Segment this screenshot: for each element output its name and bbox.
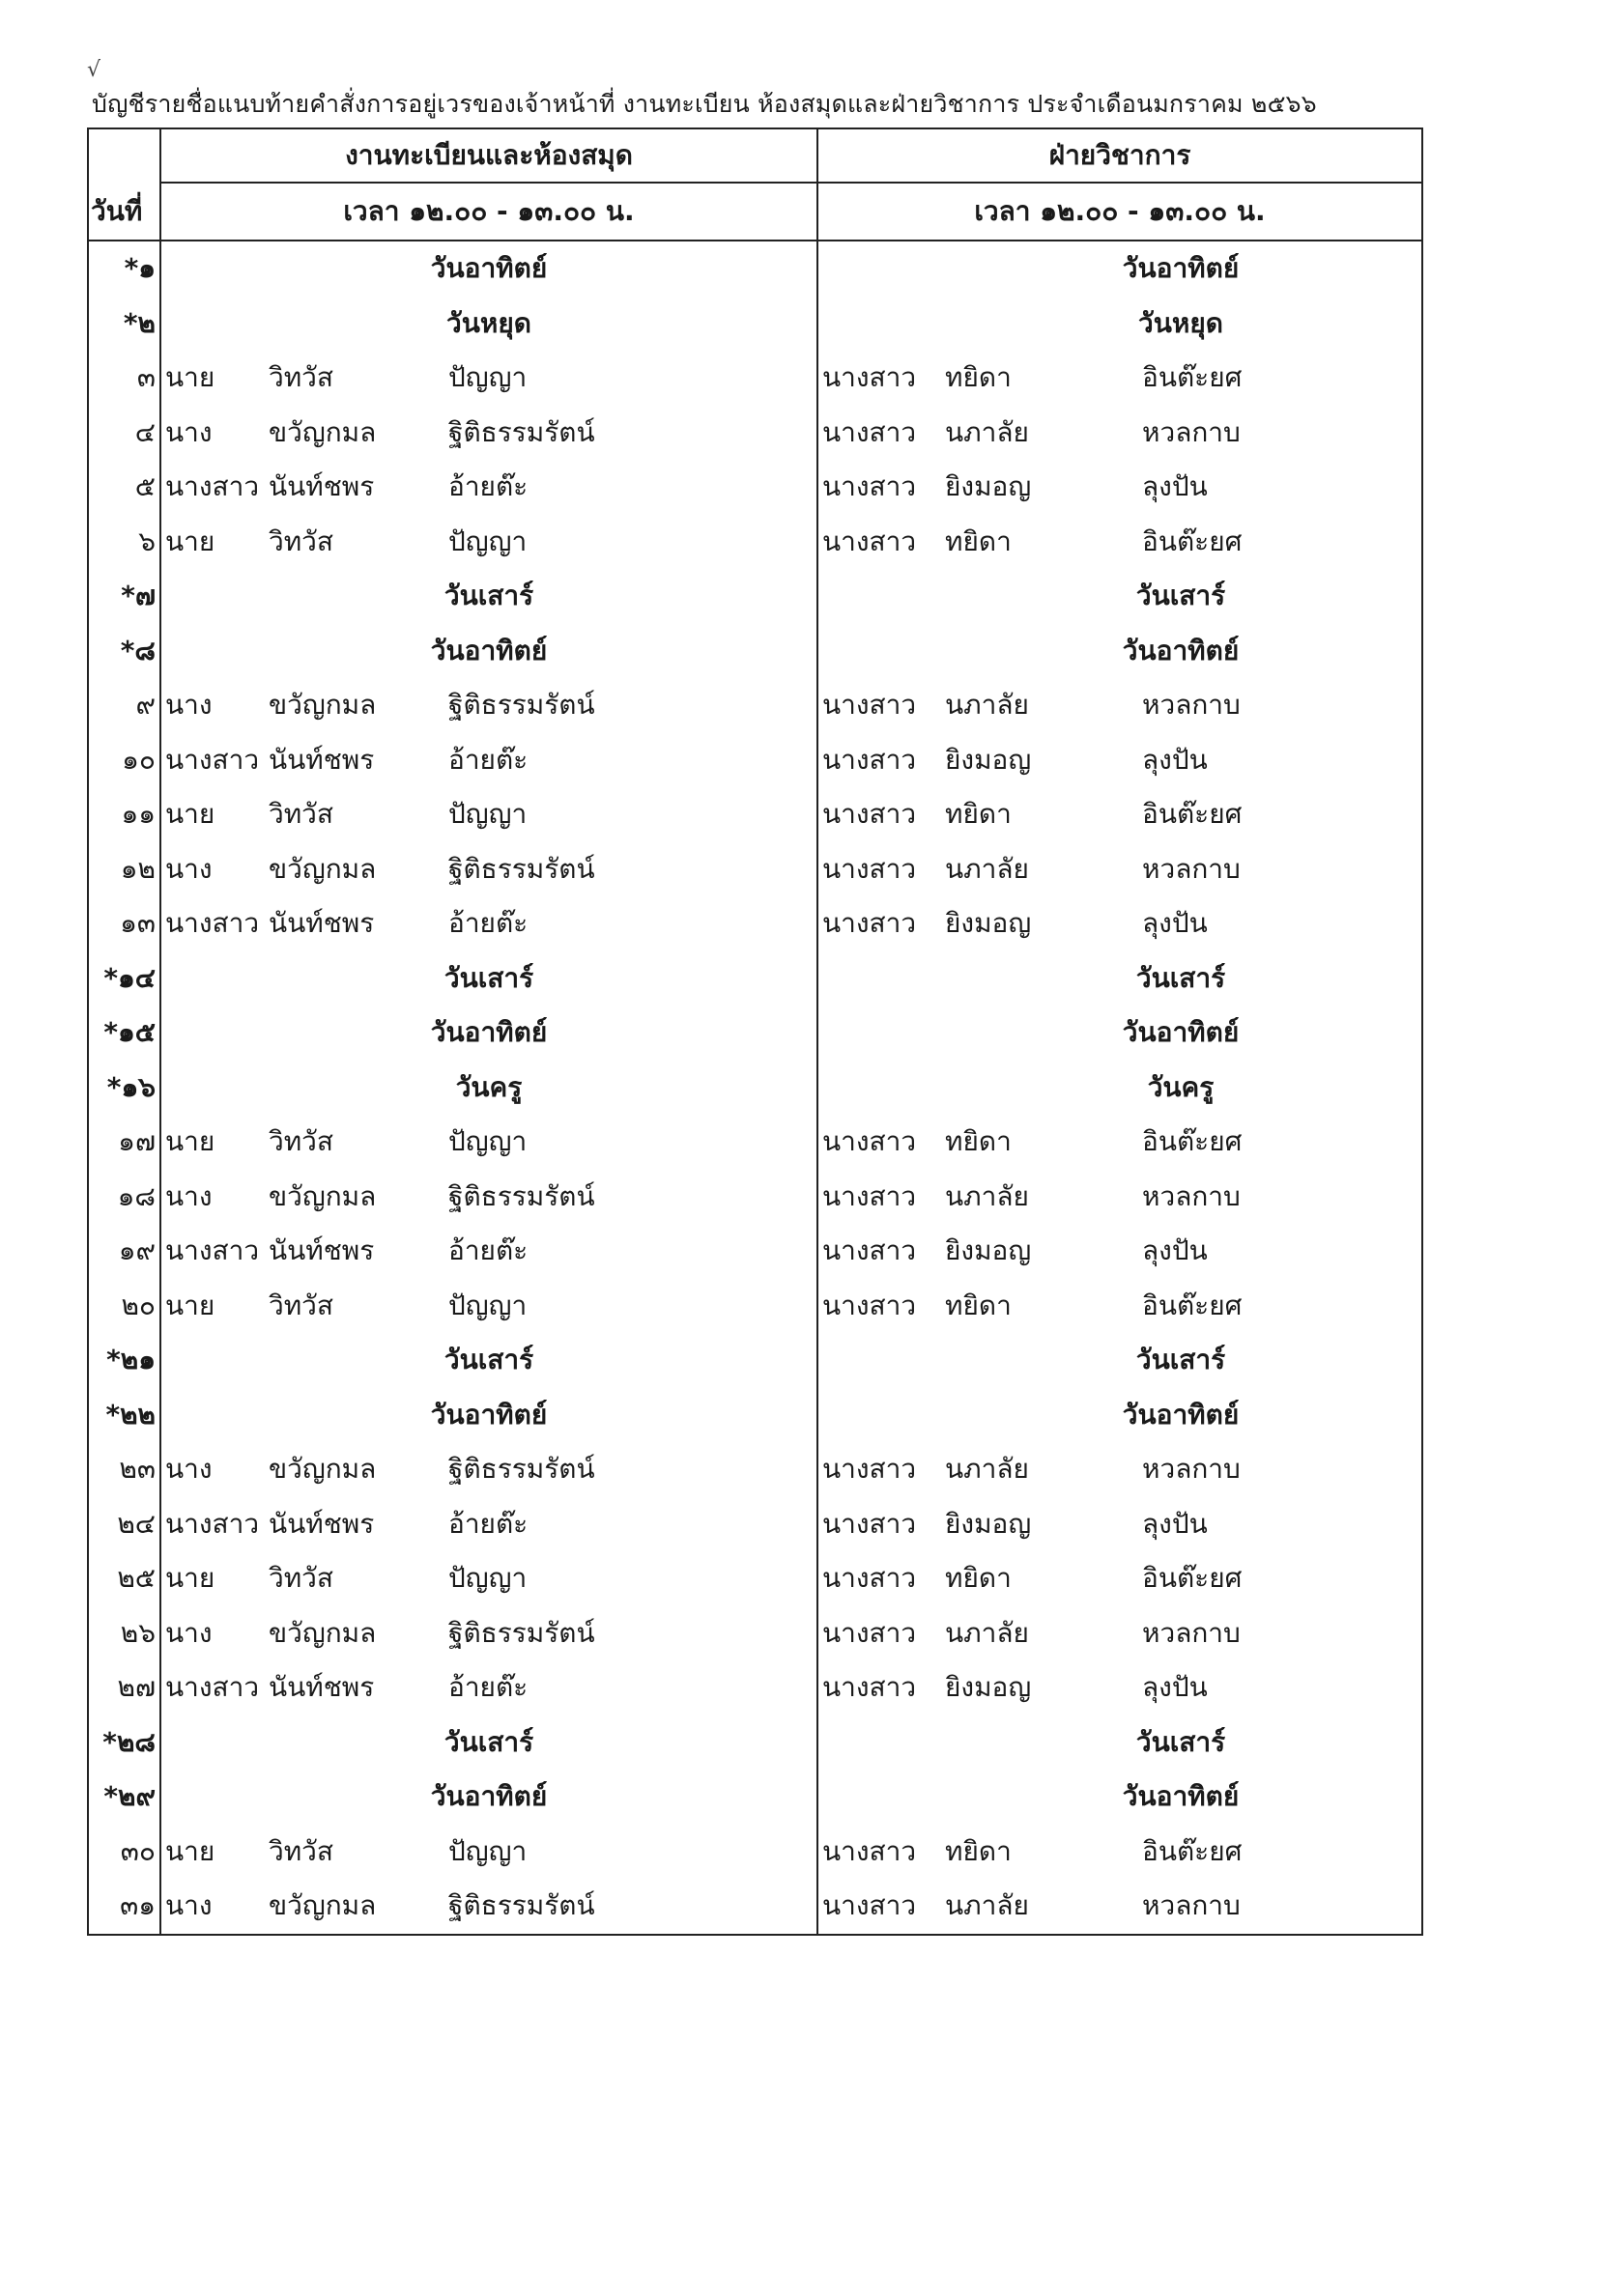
right-first-name: นภาลัย: [945, 852, 1029, 885]
table-row: [88, 1279, 1422, 1334]
left-last-name: อ้ายต๊ะ: [441, 1224, 817, 1279]
page-title: บัญชีรายชื่อแนบท้ายคำสั่งการอยู่เวรของเจ้าหน้าที่ งานทะเบียน ห้องสมุดและฝ่ายวิชาการ ประจำเดือนมกราคม ๒๕๖๖: [92, 90, 1317, 118]
right-first-name: นภาลัย: [945, 689, 1029, 722]
left-title: นาย: [165, 1289, 215, 1321]
left-last-name: อ้ายต๊ะ: [441, 1660, 817, 1715]
table-row: [88, 624, 1422, 679]
right-time-header: เวลา ๑๒.๐๐ - ๑๓.๐๐ น.: [817, 183, 1422, 241]
left-first-name: ขวัญกมล: [269, 1179, 377, 1212]
day-number: ๑๒: [88, 842, 160, 897]
right-first-name: ทยิดา: [945, 1834, 1012, 1867]
day-number: ๓: [88, 351, 160, 406]
left-title: นาย: [165, 361, 215, 394]
left-holiday-label: วันเสาร์: [160, 569, 817, 624]
table-row: [88, 1170, 1422, 1225]
right-first-name: ยิงมอญ: [945, 470, 1032, 503]
right-last-name: หวลกาบ: [1103, 678, 1422, 733]
table-row: [88, 1006, 1422, 1061]
right-last-name: อินต๊ะยศ: [1103, 1825, 1422, 1880]
left-title: นาง: [165, 852, 213, 885]
right-last-name: อินต๊ะยศ: [1103, 1115, 1422, 1170]
day-number: ๒๕: [88, 1551, 160, 1606]
day-number: ๖: [88, 515, 160, 570]
right-title: นางสาว: [822, 1616, 917, 1649]
day-number: *๒๑: [88, 1333, 160, 1388]
table-row: [88, 1333, 1422, 1388]
left-title: นาย: [165, 1125, 215, 1158]
left-title: นาง: [165, 1616, 213, 1649]
right-holiday-label: วันอาทิตย์: [817, 1006, 1422, 1061]
right-last-name: หวลกาบ: [1103, 406, 1422, 461]
right-section-header: ฝ่ายวิชาการ: [817, 128, 1422, 183]
right-first-name: ทยิดา: [945, 798, 1012, 831]
left-holiday-label: วันเสาร์: [160, 1333, 817, 1388]
right-holiday-label: วันหยุด: [817, 297, 1422, 352]
left-title: นาง: [165, 1453, 213, 1486]
duty-roster-table: [87, 128, 1423, 1936]
right-title: นางสาว: [822, 907, 917, 940]
left-last-name: ปัญญา: [441, 1115, 817, 1170]
right-first-name: ทยิดา: [945, 1125, 1012, 1158]
left-section-header: งานทะเบียนและห้องสมุด: [160, 128, 817, 183]
time-header-row: [88, 183, 1422, 241]
left-title: นางสาว: [165, 743, 260, 776]
left-first-name: ขวัญกมล: [269, 852, 377, 885]
left-last-name: ฐิติธรรมรัตน์: [441, 1606, 817, 1661]
left-holiday-label: วันเสาร์: [160, 1715, 817, 1771]
left-last-name: ปัญญา: [441, 515, 817, 570]
left-last-name: ฐิติธรรมรัตน์: [441, 1442, 817, 1497]
day-col-header-top: [88, 128, 160, 183]
day-number: *๒๙: [88, 1770, 160, 1825]
left-last-name: ฐิติธรรมรัตน์: [441, 842, 817, 897]
day-number: ๑๓: [88, 896, 160, 951]
right-first-name: นภาลัย: [941, 1879, 1103, 1935]
left-first-name: ขวัญกมล: [269, 1453, 377, 1486]
table-row: [88, 1224, 1422, 1279]
day-number: ๒๐: [88, 1279, 160, 1334]
table-row: [88, 515, 1422, 570]
table-row: [88, 1497, 1422, 1552]
table-row: [88, 951, 1422, 1006]
table-row: [88, 733, 1422, 788]
right-holiday-label: วันเสาร์: [817, 951, 1422, 1006]
left-holiday-label: วันอาทิตย์: [160, 241, 817, 297]
right-first-name: ยิงมอญ: [945, 907, 1032, 940]
day-number: ๓๑: [88, 1879, 160, 1935]
right-title: นางสาว: [822, 1453, 917, 1486]
left-holiday-label: วันเสาร์: [160, 951, 817, 1006]
left-first-name: นันท์ชพร: [269, 470, 375, 503]
left-first-name: วิทวัส: [269, 1125, 333, 1158]
scan-mark: √: [87, 58, 101, 82]
left-last-name: ปัญญา: [441, 787, 817, 842]
right-first-name: ยิงมอญ: [945, 743, 1032, 776]
day-number: ๒๔: [88, 1497, 160, 1552]
table-row: [88, 1715, 1422, 1771]
right-last-name: หวลกาบ: [1103, 1442, 1422, 1497]
right-title: นางสาว: [822, 1234, 917, 1267]
day-number: *๒๘: [88, 1715, 160, 1771]
table-row: [88, 1061, 1422, 1116]
day-number: *๑๔: [88, 951, 160, 1006]
right-last-name: หวลกาบ: [1103, 1879, 1422, 1935]
right-first-name: นภาลัย: [945, 1453, 1029, 1486]
right-last-name: หวลกาบ: [1103, 1606, 1422, 1661]
right-holiday-label: วันเสาร์: [817, 1333, 1422, 1388]
day-number: *๑: [88, 241, 160, 297]
right-title: นางสาว: [822, 1834, 917, 1867]
left-holiday-label: วันอาทิตย์: [160, 1006, 817, 1061]
right-last-name: ลุงปัน: [1103, 1497, 1422, 1552]
right-title: นางสาว: [822, 798, 917, 831]
right-last-name: อินต๊ะยศ: [1103, 515, 1422, 570]
right-last-name: อินต๊ะยศ: [1103, 1279, 1422, 1334]
left-holiday-label: วันอาทิตย์: [160, 1770, 817, 1825]
day-number: ๓๐: [88, 1825, 160, 1880]
right-first-name: ทยิดา: [945, 1562, 1012, 1595]
right-last-name: อินต๊ะยศ: [1103, 351, 1422, 406]
left-title: นาง: [165, 689, 213, 722]
right-title: นางสาว: [822, 852, 917, 885]
right-first-name: ทยิดา: [945, 524, 1012, 557]
right-title: นางสาว: [822, 1671, 917, 1704]
right-title: นางสาว: [822, 1507, 917, 1540]
left-title: นาย: [165, 1562, 215, 1595]
left-last-name: อ้ายต๊ะ: [441, 896, 817, 951]
right-title: นางสาว: [822, 1562, 917, 1595]
table-row: [88, 1115, 1422, 1170]
day-number: ๒๗: [88, 1660, 160, 1715]
table-row: [88, 896, 1422, 951]
day-number: *๗: [88, 569, 160, 624]
right-title: นางสาว: [822, 524, 917, 557]
right-last-name: อินต๊ะยศ: [1103, 1551, 1422, 1606]
left-last-name: อ้ายต๊ะ: [441, 733, 817, 788]
day-number: ๒๓: [88, 1442, 160, 1497]
right-last-name: ลุงปัน: [1103, 460, 1422, 515]
table-row: [88, 1442, 1422, 1497]
table-row: [88, 460, 1422, 515]
left-title: นาย: [165, 524, 215, 557]
left-first-name: วิทวัส: [269, 1289, 333, 1321]
day-number: *๒๒: [88, 1388, 160, 1443]
left-first-name: นันท์ชพร: [269, 1234, 375, 1267]
left-first-name: นันท์ชพร: [269, 743, 375, 776]
table-row: [88, 1606, 1422, 1661]
right-last-name: ลุงปัน: [1103, 1224, 1422, 1279]
day-number: *๒: [88, 297, 160, 352]
right-title: นางสาว: [822, 689, 917, 722]
left-first-name: วิทวัส: [269, 1562, 333, 1595]
left-title: นางสาว: [165, 907, 260, 940]
right-last-name: อินต๊ะยศ: [1103, 787, 1422, 842]
right-holiday-label: วันเสาร์: [817, 569, 1422, 624]
day-number: ๑๘: [88, 1170, 160, 1225]
left-first-name: นันท์ชพร: [269, 1507, 375, 1540]
left-last-name: อ้ายต๊ะ: [441, 460, 817, 515]
right-title: นางสาว: [817, 1879, 941, 1935]
right-title: นางสาว: [822, 1289, 917, 1321]
left-first-name: วิทวัส: [269, 361, 333, 394]
right-last-name: ลุงปัน: [1103, 896, 1422, 951]
table-row: [88, 1770, 1422, 1825]
left-holiday-label: วันอาทิตย์: [160, 1388, 817, 1443]
left-title: นาง: [165, 415, 213, 448]
left-title: นาง: [160, 1879, 265, 1935]
day-col-header: วันที่: [88, 183, 160, 241]
left-time-header: เวลา ๑๒.๐๐ - ๑๓.๐๐ น.: [160, 183, 817, 241]
left-first-name: ขวัญกมล: [269, 415, 377, 448]
right-first-name: ทยิดา: [945, 361, 1012, 394]
left-last-name: ปัญญา: [441, 1279, 817, 1334]
left-title: นางสาว: [165, 1507, 260, 1540]
right-last-name: ลุงปัน: [1103, 733, 1422, 788]
right-last-name: หวลกาบ: [1103, 842, 1422, 897]
right-first-name: นภาลัย: [945, 415, 1029, 448]
right-first-name: ยิงมอญ: [945, 1671, 1032, 1704]
right-first-name: นภาลัย: [945, 1179, 1029, 1212]
right-holiday-label: วันอาทิตย์: [817, 1388, 1422, 1443]
right-holiday-label: วันเสาร์: [817, 1715, 1422, 1771]
day-number: *๑๖: [88, 1061, 160, 1116]
left-last-name: ฐิติธรรมรัตน์: [441, 678, 817, 733]
left-holiday-label: วันอาทิตย์: [160, 624, 817, 679]
right-title: นางสาว: [822, 1125, 917, 1158]
right-first-name: นภาลัย: [945, 1616, 1029, 1649]
right-holiday-label: วันครู: [817, 1061, 1422, 1116]
left-title: นาง: [165, 1179, 213, 1212]
left-title: นางสาว: [165, 470, 260, 503]
left-holiday-label: วันหยุด: [160, 297, 817, 352]
table-row: [88, 569, 1422, 624]
table-row: [88, 1825, 1422, 1880]
left-first-name: วิทวัส: [269, 798, 333, 831]
left-first-name: วิทวัส: [269, 1834, 333, 1867]
right-last-name: หวลกาบ: [1103, 1170, 1422, 1225]
left-first-name: วิทวัส: [269, 524, 333, 557]
day-number: ๑๙: [88, 1224, 160, 1279]
right-holiday-label: วันอาทิตย์: [817, 241, 1422, 297]
left-first-name: นันท์ชพร: [269, 1671, 375, 1704]
table-row: [88, 351, 1422, 406]
left-last-name: ปัญญา: [441, 351, 817, 406]
table-row: [88, 678, 1422, 733]
left-title: นางสาว: [165, 1671, 260, 1704]
left-last-name: ปัญญา: [441, 1551, 817, 1606]
day-number: ๒๖: [88, 1606, 160, 1661]
left-title: นางสาว: [165, 1234, 260, 1267]
left-first-name: ขวัญกมล: [269, 689, 377, 722]
right-first-name: ยิงมอญ: [945, 1507, 1032, 1540]
right-title: นางสาว: [822, 415, 917, 448]
right-first-name: ทยิดา: [945, 1289, 1012, 1321]
left-first-name: นันท์ชพร: [269, 907, 375, 940]
left-last-name: ฐิติธรรมรัตน์: [441, 406, 817, 461]
right-last-name: ลุงปัน: [1103, 1660, 1422, 1715]
table-row: [88, 241, 1422, 297]
section-header-row: [88, 128, 1422, 183]
right-title: นางสาว: [822, 361, 917, 394]
table-row: [88, 406, 1422, 461]
table-row: [88, 1879, 1422, 1935]
table-row: [88, 787, 1422, 842]
day-number: ๕: [88, 460, 160, 515]
left-last-name: ปัญญา: [441, 1825, 817, 1880]
right-title: นางสาว: [822, 1179, 917, 1212]
left-last-name: อ้ายต๊ะ: [441, 1497, 817, 1552]
left-title: นาย: [165, 1834, 215, 1867]
day-number: ๑๑: [88, 787, 160, 842]
table-row: [88, 297, 1422, 352]
left-holiday-label: วันครู: [160, 1061, 817, 1116]
left-first-name: ขวัญกมล: [265, 1879, 441, 1935]
right-holiday-label: วันอาทิตย์: [817, 624, 1422, 679]
left-last-name: ฐิติธรรมรัตน์: [441, 1170, 817, 1225]
table-row: [88, 1551, 1422, 1606]
right-title: นางสาว: [822, 470, 917, 503]
table-row: [88, 1660, 1422, 1715]
day-number: *๘: [88, 624, 160, 679]
day-number: ๙: [88, 678, 160, 733]
table-row: [88, 1388, 1422, 1443]
day-number: *๑๕: [88, 1006, 160, 1061]
day-number: ๑๐: [88, 733, 160, 788]
left-last-name: ฐิติธรรมรัตน์: [441, 1879, 817, 1935]
left-first-name: ขวัญกมล: [269, 1616, 377, 1649]
right-title: นางสาว: [822, 743, 917, 776]
table-row: [88, 842, 1422, 897]
day-number: ๑๗: [88, 1115, 160, 1170]
left-title: นาย: [165, 798, 215, 831]
day-number: ๔: [88, 406, 160, 461]
right-first-name: ยิงมอญ: [945, 1234, 1032, 1267]
right-holiday-label: วันอาทิตย์: [817, 1770, 1422, 1825]
